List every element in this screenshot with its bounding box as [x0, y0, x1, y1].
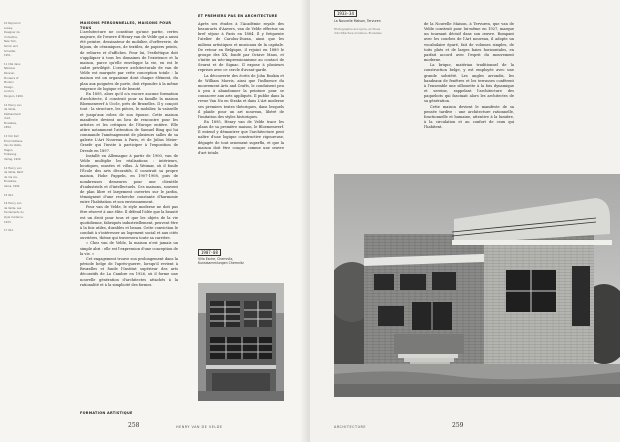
- margin-note: 16 Henry van de Velde, Les fondements du style moderne, 1933.: [4, 202, 24, 224]
- figure-caption-right: La Nouvelle Maison, Tervuren: [334, 19, 381, 23]
- figure-caption: Villa Esche, Chemnitz, Kunstsammlungen Chemnitz: [198, 257, 244, 266]
- body-column-2: [198, 22, 284, 242]
- margin-note: 12 Henry van de Velde, Déblaiement d'art, Bruxelles, 1894.: [4, 103, 22, 130]
- section-heading-2: ET PREMIERS PAS EN ARCHITECTURE: [198, 14, 278, 18]
- paragraph: En 1895, alors qu'il n'a encore aucune formation d'architecte, il construit pour sa famille la maison Bloemenwerf à Uccle, près de Bruxelles. Il y conçoit tout : la structure, les pièces, le mobilier, la vaisselle et jusqu'aux robes de son épouse. Cette maison manifeste devient un lieu de rencontre pour les artistes et les critiques de l'Europe entière. Elle attire notamment l'attention de Samuel Bing qui lui commande l'aménagement de plusieurs salles de sa galerie L'Art Nouveau à Paris, et de Julius Meier-Graefe qui l'invite à participer à l'exposition de Dresde en 1897.: [80, 91, 178, 153]
- margin-note: 17 Ibid.: [4, 229, 14, 233]
- paragraph: Pour van de Velde, le style moderne ne doit pas être réservé à une élite. Il défend l'idée que la beauté est un droit pour tous et que les objets de la vie quotidienne, fabriqués industriellement, peuvent être à la fois utiles, durables et beaux. Cette conviction le conduit à s'intéresser au logement social et aux cités ouvrières, thème qui traversera toute sa carrière.: [80, 205, 178, 241]
- figure-credit-right: Photographie anonyme, archives d'architecture moderne, Bruxelles: [334, 27, 382, 35]
- page-number-right: 259: [452, 422, 464, 429]
- page-number-left: 258: [128, 422, 140, 429]
- paragraph: La découverte des écrits de John Ruskin et de William Morris, ainsi que l'influence du mouvement Arts and Crafts, le conduisent peu à peu à abandonner la peinture pour se consacrer aux arts appliqués. Il publie dans la revue Van Nu en Straks et dans L'Art moderne ses premiers textes théoriques, dans lesquels il plaide pour un art nouveau, libéré de l'imitation des styles historiques.: [198, 73, 284, 119]
- paragraph: Installé en Allemagne à partir de 1900, van de Velde multiplie les réalisations : intérieurs, boutiques, musées et villas. À Weimar, où il fonde l'École des arts décoratifs, il construit sa propre maison, Hohe Pappeln, en 1907-1908, puis de nombreuses demeures pour une clientèle d'industriels et d'intellectuels. Ces maisons, souvent de plan libre et largement ouvertes sur le jardin, témoignent d'une recherche constante d'harmonie entre l'habitation et son environnement.: [80, 153, 178, 205]
- figure-date-tag-right: 1933-34: [334, 10, 357, 17]
- paragraph: Cet engagement trouve son prolongement dans la période belge de l'après-guerre, lorsqu'il revient à Bruxelles et fonde l'Institut supérieur des arts décoratifs de La Cambre en 1926, où il forme une nouvelle génération d'architectes attachés à la rationalité et à la simplicité des formes.: [80, 256, 178, 287]
- margin-note: 10 Raymond Loewy, Designer de l'industrie, New York, Simon and Schuster, 1951.: [4, 22, 21, 58]
- nouvelle-maison-photo: [334, 174, 620, 397]
- figure-date-tag: 1907-08: [198, 249, 221, 256]
- margin-note: 13 Voir Karl Ernst Osthaus, Van de Velde, Hagen, Folkwang Verlag, 1920.: [4, 135, 23, 162]
- paragraph: En 1895, Henry van de Velde trace les plans de sa première maison, le Bloemenwerf. Il entend y démontrer que l'architecture peut naître d'une logique constructive rigoureuse, dégagée de tout ornement superflu, et que la maison doit être conçue comme une œuvre d'art totale.: [198, 119, 284, 155]
- pull-quote: « Chez van de Velde, la maison n'est jamais un simple abri : elle est l'expression d'une conception de la vie. »: [80, 241, 178, 256]
- paragraph: Après ses études à l'Académie royale des beaux-arts d'Anvers, van de Velde effectue un bref séjour à Paris en 1884. Il y fréquente l'atelier de Carolus-Duran, ainsi que les milieux artistiques et musicaux de la capitale. De retour en Belgique, il rejoint en 1889 le groupe des XX, fondé par Octave Maus, et s'initie au néo-impressionnisme au contact de Seurat et de Signac. Il expose à plusieurs reprises avec ce cercle d'avant-garde.: [198, 22, 284, 73]
- villa-esche-photo: [198, 283, 284, 401]
- margin-note: 15 Ibid.: [4, 193, 14, 197]
- paragraph: L'architecture ne constitue qu'une partie, certes majeure, de l'œuvre d'Henry van de Velde qui a aussi été peintre, dessinateur de mobilier, d'orfèvrerie, de bijoux, de céramiques, de textiles, de papiers peints, de reliures et d'affiches. Pour lui, l'esthétique doit s'appliquer à tous les domaines de l'existence et la maison, parce qu'elle enveloppe la vie, en est le cadre privilégié. L'œuvre architecturale de van de Velde est marquée par cette conception totale : la maison est un organisme dont chaque élément, du plan aux poignées de porte, doit répondre à la même exigence de logique et de beauté.: [80, 30, 178, 91]
- paragraph: de la Nouvelle Maison, à Tervuren, que van de Velde construit pour lui-même en 1927, marque un tournant décisif dans son œuvre. Rompant avec les courbes de l'Art nouveau, il adopte un vocabulaire épuré, fait de volumes simples, de toits plats et de larges baies horizontales, en parfait accord avec l'esprit du mouvement moderne.: [424, 22, 514, 63]
- running-title-left: HENRY VAN DE VELDE: [176, 425, 223, 429]
- margin-note: 14 Henry van de Velde, Récit de ma vie, Bruxelles, Versa, 1992.: [4, 166, 24, 188]
- running-title-right: ARCHITECTURE: [334, 425, 367, 429]
- margin-notes: [4, 22, 24, 402]
- section-heading: MAISONS PERSONNELLES, MAISONS POUR TOUS: [80, 21, 172, 30]
- paragraph: Cette maison devient le manifeste de sa pensée tardive : une architecture rationnelle, fonctionnelle et humaine, attentive à la lumière, à la circulation et au confort de ceux qui l'habitent.: [424, 104, 514, 130]
- paragraph: La brique, matériau traditionnel de la construction belge, y est employée avec une grande sobriété. Les angles arrondis, les bandeaux de fenêtres et les terrasses confèrent à l'ensemble une silhouette à la fois dynamique et sereine, rappelant l'architecture des paquebots qui fascinait alors les architectes de sa génération.: [424, 63, 514, 104]
- subheading-bottom: FORMATION ARTISTIQUE: [80, 411, 133, 415]
- body-column-1: [80, 30, 178, 413]
- margin-note: 11 Cité dans Nikolaus Pevsner, Pioneers of Modern Design, London, Penguin, 1960.: [4, 62, 24, 98]
